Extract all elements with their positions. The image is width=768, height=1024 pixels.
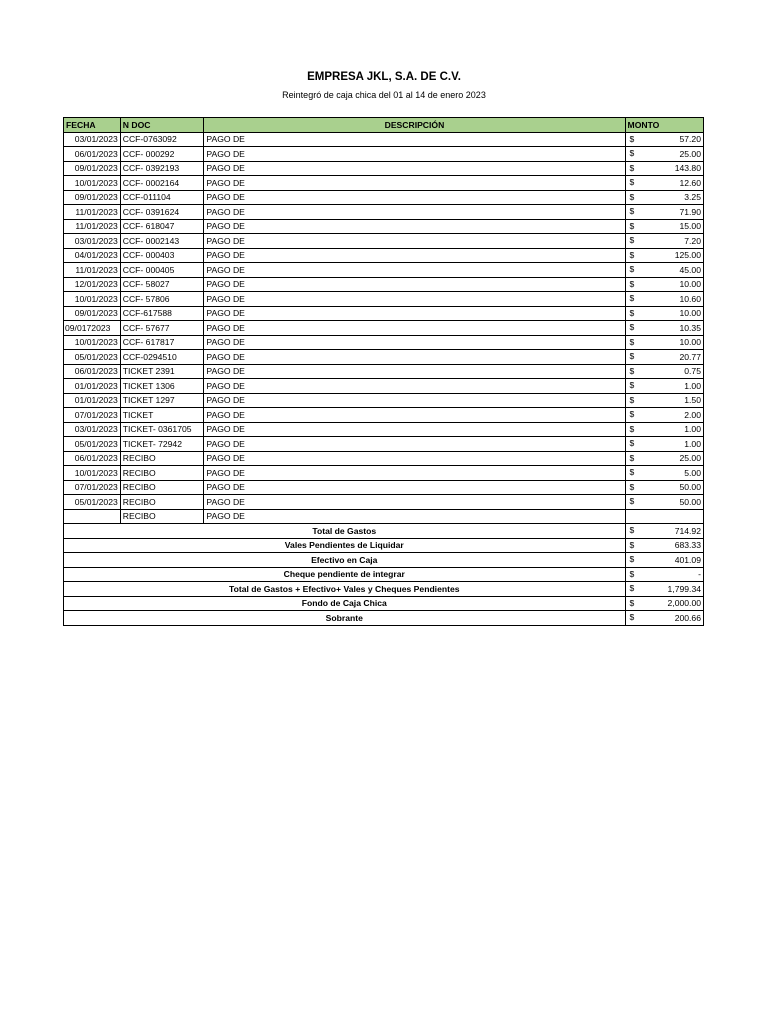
- currency-symbol: $: [629, 206, 635, 216]
- cell-descripcion: PAGO DE: [204, 422, 625, 437]
- summary-row: [64, 553, 704, 568]
- column-header-monto: MONTO: [625, 118, 703, 133]
- cell-monto: [625, 147, 703, 162]
- cell-ndoc: CCF- 000292: [120, 147, 204, 162]
- currency-symbol: $: [629, 423, 635, 434]
- cell-ndoc: CCF- 0391624: [120, 205, 204, 220]
- cell-descripcion: PAGO DE: [204, 480, 625, 495]
- amount-value: 143.80: [674, 163, 701, 174]
- summary-label: Efectivo en Caja: [64, 553, 626, 568]
- summary-row: [64, 596, 704, 611]
- table-row: [64, 234, 704, 249]
- cell-descripcion: PAGO DE: [204, 393, 625, 408]
- summary-amount: [625, 553, 703, 568]
- cell-ndoc: RECIBO: [120, 466, 204, 481]
- cell-fecha: [64, 509, 121, 524]
- currency-symbol: $: [629, 481, 635, 492]
- cell-fecha: 12/01/2023: [64, 277, 121, 292]
- cell-ndoc: CCF- 618047: [120, 219, 204, 234]
- table-row: [64, 335, 704, 350]
- table-row: [64, 132, 704, 147]
- cell-descripcion: PAGO DE: [204, 379, 625, 394]
- currency-symbol: $: [629, 539, 635, 550]
- amount-value: 71.90: [679, 206, 701, 217]
- amount-value: 5.00: [684, 467, 701, 478]
- currency-symbol: $: [629, 336, 635, 347]
- cell-monto: [625, 248, 703, 263]
- cell-ndoc: RECIBO: [120, 480, 204, 495]
- cell-monto: [625, 451, 703, 466]
- cell-descripcion: PAGO DE: [204, 364, 625, 379]
- amount-value: 2,000.00: [667, 598, 701, 609]
- currency-symbol: $: [629, 612, 635, 622]
- cell-fecha: 09/01/2023: [64, 190, 121, 205]
- cell-monto: [625, 480, 703, 495]
- cell-monto: [625, 509, 703, 524]
- amount-value: 1,799.34: [667, 583, 701, 594]
- cell-monto: [625, 466, 703, 481]
- currency-symbol: $: [629, 452, 635, 463]
- summary-row: [64, 524, 704, 539]
- summary-label: Cheque pendiente de integrar: [64, 567, 626, 582]
- table-row: [64, 161, 704, 176]
- column-header-ndoc: N DOC: [120, 118, 204, 133]
- cell-ndoc: TICKET: [120, 408, 204, 423]
- table-row: [64, 190, 704, 205]
- amount-value: 10.00: [679, 308, 701, 319]
- amount-value: 401.09: [674, 554, 701, 565]
- cell-monto: [625, 364, 703, 379]
- cell-descripcion: PAGO DE: [204, 350, 625, 365]
- cell-fecha: 06/01/2023: [64, 147, 121, 162]
- summary-amount: [625, 524, 703, 539]
- summary-row: [64, 538, 704, 553]
- table-body: [64, 132, 704, 625]
- table-row: [64, 408, 704, 423]
- table-row: [64, 495, 704, 510]
- table-row: [64, 350, 704, 365]
- currency-symbol: $: [629, 568, 635, 579]
- cell-monto: [625, 132, 703, 147]
- cell-descripcion: PAGO DE: [204, 219, 625, 234]
- cell-monto: [625, 234, 703, 249]
- cell-descripcion: PAGO DE: [204, 132, 625, 147]
- cell-ndoc: TICKET 2391: [120, 364, 204, 379]
- cell-monto: [625, 393, 703, 408]
- table-row: [64, 509, 704, 524]
- table-row: [64, 292, 704, 307]
- currency-symbol: $: [629, 394, 635, 405]
- cell-ndoc: TICKET- 72942: [120, 437, 204, 452]
- cell-descripcion: PAGO DE: [204, 234, 625, 249]
- cell-ndoc: CCF-617588: [120, 306, 204, 321]
- amount-value: 20.77: [679, 351, 701, 362]
- summary-amount: [625, 538, 703, 553]
- cell-descripcion: PAGO DE: [204, 509, 625, 524]
- cell-monto: [625, 350, 703, 365]
- cell-ndoc: CCF- 000405: [120, 263, 204, 278]
- currency-symbol: $: [629, 220, 635, 231]
- cell-fecha: 10/01/2023: [64, 176, 121, 191]
- cell-descripcion: PAGO DE: [204, 335, 625, 350]
- table-row: [64, 422, 704, 437]
- cell-descripcion: PAGO DE: [204, 292, 625, 307]
- cell-fecha: 10/01/2023: [64, 292, 121, 307]
- cell-descripcion: PAGO DE: [204, 408, 625, 423]
- cell-fecha: 09/0172023: [64, 321, 121, 336]
- cell-fecha: 04/01/2023: [64, 248, 121, 263]
- cell-monto: [625, 379, 703, 394]
- cell-fecha: 10/01/2023: [64, 466, 121, 481]
- cell-monto: [625, 408, 703, 423]
- cell-fecha: 05/01/2023: [64, 495, 121, 510]
- cell-fecha: 03/01/2023: [64, 132, 121, 147]
- cell-fecha: 09/01/2023: [64, 306, 121, 321]
- cell-monto: [625, 437, 703, 452]
- cell-descripcion: PAGO DE: [204, 321, 625, 336]
- table-row: [64, 364, 704, 379]
- currency-symbol: $: [629, 148, 635, 158]
- cell-fecha: 11/01/2023: [64, 219, 121, 234]
- cell-fecha: 01/01/2023: [64, 393, 121, 408]
- cell-monto: [625, 219, 703, 234]
- amount-value: 57.20: [679, 134, 701, 145]
- currency-symbol: $: [629, 438, 635, 448]
- amount-value: 125.00: [674, 250, 701, 261]
- cell-ndoc: CCF-011104: [120, 190, 204, 205]
- currency-symbol: $: [629, 365, 635, 376]
- cell-fecha: 05/01/2023: [64, 437, 121, 452]
- cell-monto: [625, 292, 703, 307]
- summary-row: [64, 611, 704, 626]
- cell-descripcion: PAGO DE: [204, 263, 625, 278]
- table-row: [64, 321, 704, 336]
- amount-value: 50.00: [679, 496, 701, 507]
- cell-fecha: 05/01/2023: [64, 350, 121, 365]
- column-header-fecha: FECHA: [64, 118, 121, 133]
- amount-value: 7.20: [684, 235, 701, 246]
- report-subtitle: Reintegró de caja chica del 01 al 14 de enero 2023: [282, 90, 486, 100]
- cell-fecha: 03/01/2023: [64, 234, 121, 249]
- petty-cash-table: [63, 117, 704, 626]
- amount-value: 10.35: [679, 322, 701, 333]
- amount-value: 0.75: [684, 366, 701, 377]
- cell-descripcion: PAGO DE: [204, 205, 625, 220]
- cell-ndoc: CCF- 57677: [120, 321, 204, 336]
- summary-row: [64, 567, 704, 582]
- summary-amount: [625, 582, 703, 597]
- amount-value: -: [698, 569, 701, 580]
- table-row: [64, 263, 704, 278]
- cell-monto: [625, 205, 703, 220]
- currency-symbol: $: [629, 467, 635, 477]
- company-title: EMPRESA JKL, S.A. DE C.V.: [307, 71, 461, 83]
- cell-monto: [625, 176, 703, 191]
- cell-descripcion: PAGO DE: [204, 306, 625, 321]
- currency-symbol: $: [629, 191, 635, 202]
- amount-value: 2.00: [684, 409, 701, 420]
- summary-label: Fondo de Caja Chica: [64, 596, 626, 611]
- cell-fecha: 01/01/2023: [64, 379, 121, 394]
- cell-fecha: 06/01/2023: [64, 451, 121, 466]
- cell-descripcion: PAGO DE: [204, 466, 625, 481]
- cell-descripcion: PAGO DE: [204, 451, 625, 466]
- cell-descripcion: PAGO DE: [204, 495, 625, 510]
- summary-label: Sobrante: [64, 611, 626, 626]
- summary-row: [64, 582, 704, 597]
- cell-fecha: 10/01/2023: [64, 335, 121, 350]
- amount-value: 200.66: [674, 612, 701, 623]
- cell-fecha: 03/01/2023: [64, 422, 121, 437]
- cell-ndoc: CCF- 0002143: [120, 234, 204, 249]
- cell-ndoc: CCF-0294510: [120, 350, 204, 365]
- table-row: [64, 248, 704, 263]
- amount-value: 45.00: [679, 264, 701, 275]
- cell-monto: [625, 335, 703, 350]
- amount-value: 10.60: [679, 293, 701, 304]
- amount-value: 12.60: [679, 177, 701, 188]
- table-row: [64, 379, 704, 394]
- amount-value: 25.00: [679, 453, 701, 464]
- cell-descripcion: PAGO DE: [204, 437, 625, 452]
- currency-symbol: $: [629, 351, 635, 361]
- cell-monto: [625, 321, 703, 336]
- cell-monto: [625, 495, 703, 510]
- cell-ndoc: RECIBO: [120, 509, 204, 524]
- cell-ndoc: RECIBO: [120, 495, 204, 510]
- cell-descripcion: PAGO DE: [204, 147, 625, 162]
- summary-amount: [625, 611, 703, 626]
- cell-ndoc: TICKET- 0361705: [120, 422, 204, 437]
- summary-label: Vales Pendientes de Liquidar: [64, 538, 626, 553]
- table-row: [64, 437, 704, 452]
- summary-label: Total de Gastos + Efectivo+ Vales y Cheques Pendientes: [64, 582, 626, 597]
- summary-label: Total de Gastos: [64, 524, 626, 539]
- cell-descripcion: PAGO DE: [204, 176, 625, 191]
- amount-value: 50.00: [679, 482, 701, 493]
- cell-ndoc: CCF- 57806: [120, 292, 204, 307]
- currency-symbol: $: [629, 249, 635, 260]
- cell-ndoc: RECIBO: [120, 451, 204, 466]
- cell-fecha: 06/01/2023: [64, 364, 121, 379]
- cell-ndoc: TICKET 1306: [120, 379, 204, 394]
- cell-monto: [625, 277, 703, 292]
- currency-symbol: $: [629, 583, 635, 593]
- table-row: [64, 277, 704, 292]
- cell-monto: [625, 161, 703, 176]
- currency-symbol: $: [629, 525, 635, 535]
- currency-symbol: $: [629, 496, 635, 506]
- cell-monto: [625, 263, 703, 278]
- amount-value: 1.00: [684, 438, 701, 449]
- cell-fecha: 11/01/2023: [64, 205, 121, 220]
- currency-symbol: $: [629, 264, 635, 274]
- currency-symbol: $: [629, 409, 635, 419]
- currency-symbol: $: [629, 293, 635, 303]
- table-row: [64, 451, 704, 466]
- table-row: [64, 393, 704, 408]
- amount-value: 10.00: [679, 279, 701, 290]
- cell-descripcion: PAGO DE: [204, 161, 625, 176]
- cell-ndoc: CCF- 0392193: [120, 161, 204, 176]
- amount-value: 683.33: [674, 540, 701, 551]
- amount-value: 1.50: [684, 395, 701, 406]
- amount-value: 1.00: [684, 380, 701, 391]
- summary-amount: [625, 567, 703, 582]
- table-row: [64, 306, 704, 321]
- table-header-row: [64, 118, 704, 133]
- currency-symbol: $: [629, 554, 635, 564]
- amount-value: 25.00: [679, 148, 701, 159]
- currency-symbol: $: [629, 380, 635, 390]
- cell-fecha: 07/01/2023: [64, 408, 121, 423]
- cell-ndoc: CCF-0763092: [120, 132, 204, 147]
- amount-value: 714.92: [674, 525, 701, 536]
- currency-symbol: $: [629, 307, 635, 318]
- cell-descripcion: PAGO DE: [204, 190, 625, 205]
- amount-value: 1.00: [684, 424, 701, 435]
- cell-descripcion: PAGO DE: [204, 248, 625, 263]
- cell-fecha: 11/01/2023: [64, 263, 121, 278]
- table-row: [64, 176, 704, 191]
- table-row: [64, 147, 704, 162]
- currency-symbol: $: [629, 235, 635, 245]
- cell-ndoc: CCF- 000403: [120, 248, 204, 263]
- cell-monto: [625, 306, 703, 321]
- amount-value: 15.00: [679, 221, 701, 232]
- currency-symbol: $: [629, 597, 635, 608]
- cell-ndoc: CCF- 0002164: [120, 176, 204, 191]
- column-header-descripcion: DESCRIPCIÓN: [204, 118, 625, 133]
- table-row: [64, 205, 704, 220]
- currency-symbol: $: [629, 278, 635, 289]
- cell-ndoc: CCF- 58027: [120, 277, 204, 292]
- currency-symbol: $: [629, 322, 635, 332]
- amount-value: 10.00: [679, 337, 701, 348]
- cell-monto: [625, 422, 703, 437]
- currency-symbol: $: [629, 133, 635, 144]
- cell-ndoc: CCF- 617817: [120, 335, 204, 350]
- table-row: [64, 219, 704, 234]
- amount-value: 3.25: [684, 192, 701, 203]
- table-row: [64, 480, 704, 495]
- cell-fecha: 07/01/2023: [64, 480, 121, 495]
- currency-symbol: $: [629, 162, 635, 173]
- cell-ndoc: TICKET 1297: [120, 393, 204, 408]
- cell-fecha: 09/01/2023: [64, 161, 121, 176]
- cell-descripcion: PAGO DE: [204, 277, 625, 292]
- cell-monto: [625, 190, 703, 205]
- table-row: [64, 466, 704, 481]
- currency-symbol: $: [629, 177, 635, 187]
- summary-amount: [625, 596, 703, 611]
